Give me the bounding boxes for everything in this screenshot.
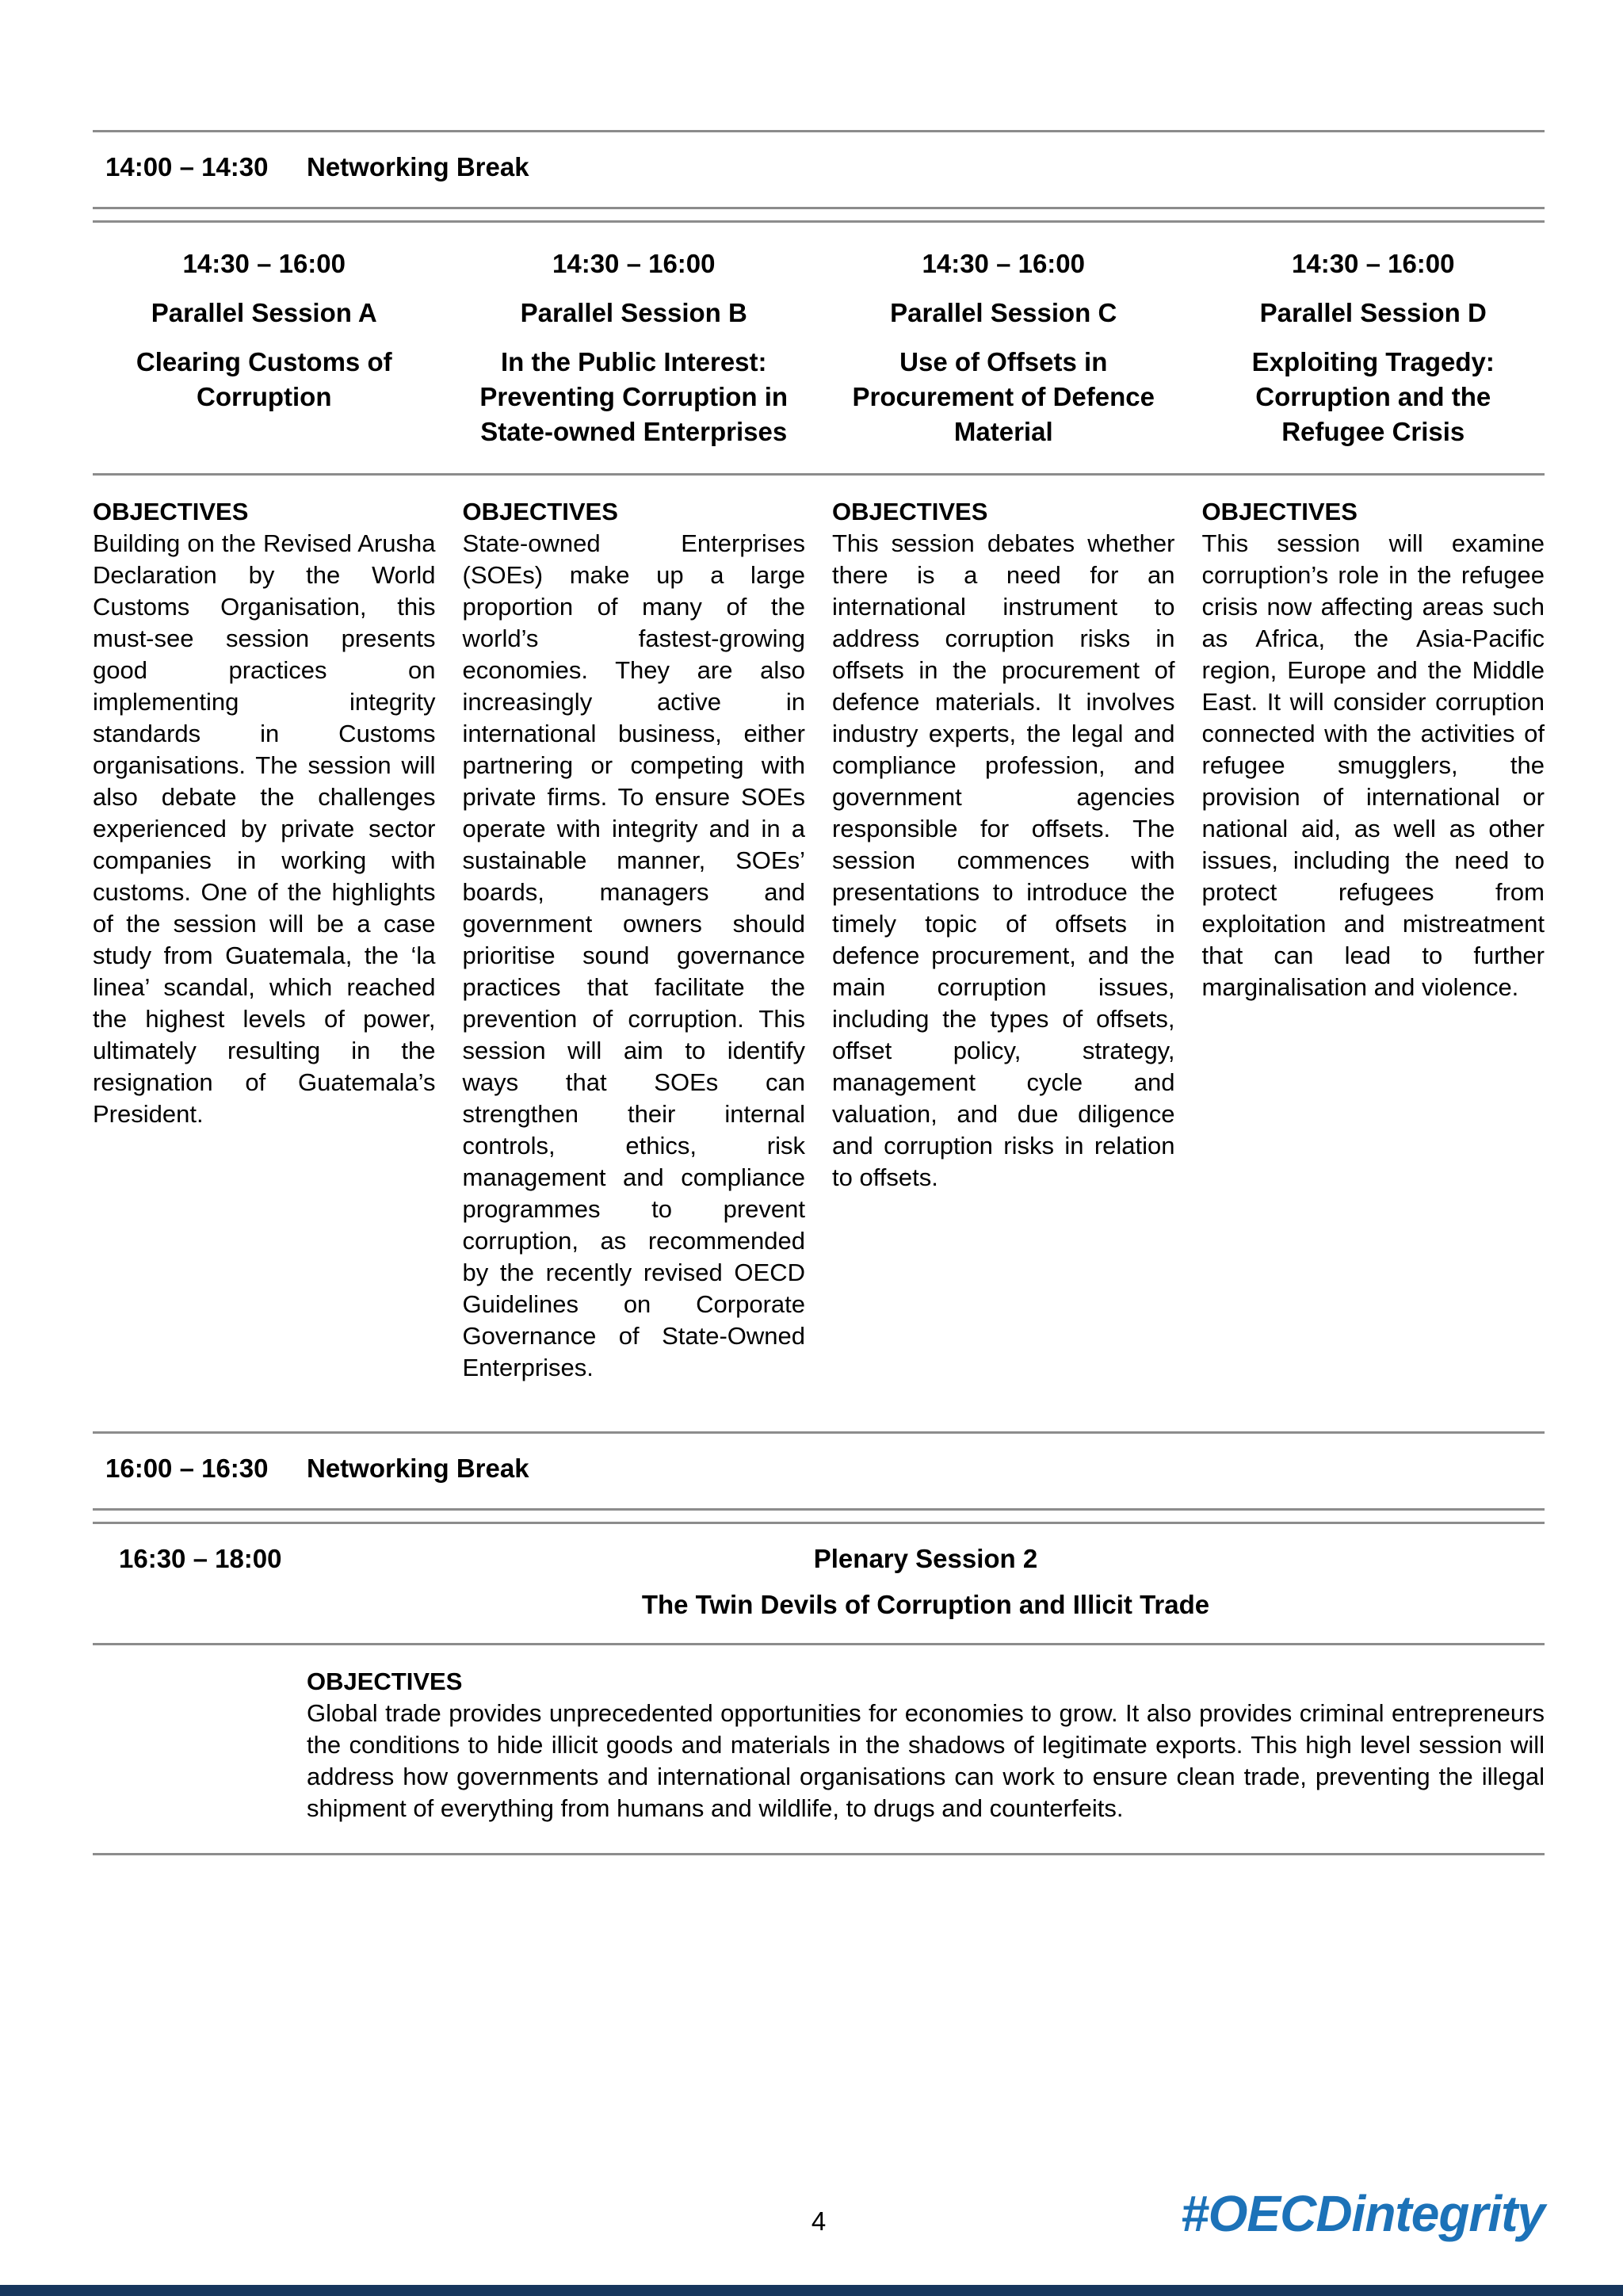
session-a-header: [93, 246, 436, 449]
session-d-title: Exploiting Tragedy: Corruption and the Refugee Crisis: [1251, 347, 1495, 446]
session-c-name: Parallel Session C: [890, 298, 1117, 327]
session-a-name: Parallel Session A: [151, 298, 377, 327]
break-2-time: 16:00 – 16:30: [105, 1454, 269, 1483]
break-1-time: 14:00 – 14:30: [105, 152, 269, 181]
networking-break-1: [93, 130, 1545, 209]
session-d-objectives: [1202, 496, 1545, 1384]
session-c-objectives-label: OBJECTIVES: [832, 498, 988, 525]
parallel-session-headers: [93, 246, 1545, 449]
break-2-label: Networking Break: [307, 1454, 529, 1483]
plenary-header: [93, 1543, 1545, 1621]
plenary-name: Plenary Session 2: [813, 1544, 1038, 1573]
session-b-objectives: [463, 496, 806, 1384]
session-c-header: [832, 246, 1175, 449]
session-b-objectives-label: OBJECTIVES: [462, 498, 618, 525]
footer-bar: [0, 2285, 1623, 2296]
session-a-objectives: [93, 496, 436, 1384]
session-c-objectives-text: This session debates whether there is a need for an international instrument to address corruption risks in offsets in the procurement of defence materials. It involves industry experts, the legal and compliance profession, and government agencies responsible for offsets. The session commences with presentations to introduce the timely topic of offsets in defence procurement, and the main corruption issues, including the types of offsets, offset policy, strategy, management cycle and valuation, and due diligence and corruption risks in relation to offsets.: [832, 529, 1175, 1191]
networking-break-2: [93, 1431, 1545, 1511]
plenary-objectives-label: OBJECTIVES: [307, 1668, 463, 1695]
session-b-time: 14:30 – 16:00: [552, 249, 716, 278]
session-d-objectives-label: OBJECTIVES: [1201, 498, 1358, 525]
plenary-session-table: [93, 1522, 1545, 1855]
session-b-name: Parallel Session B: [520, 298, 747, 327]
plenary-title: The Twin Devils of Corruption and Illicit Trade: [641, 1590, 1210, 1619]
parallel-session-objectives: [93, 476, 1545, 1384]
page-footer: [93, 2184, 1545, 2264]
session-d-name: Parallel Session D: [1259, 298, 1487, 327]
session-c-objectives: [832, 496, 1175, 1384]
session-a-objectives-text: Building on the Revised Arusha Declaration by the World Customs Organisation, this must-see session presents good practices on implementing integrity standards in Customs organisations. The session will also debate the challenges experienced by private sector companies in working with customs. One of the highlights of the session will be a case study from Guatemala, the ‘la linea’ scandal, which reached the highest levels of power, ultimately resulting in the resignation of Guatemala’s President.: [93, 529, 436, 1128]
session-b-title: In the Public Interest: Preventing Corruption in State-owned Enterprises: [479, 347, 789, 446]
break-1-label: Networking Break: [307, 152, 529, 181]
plenary-time: 16:30 – 18:00: [119, 1544, 282, 1573]
session-a-time: 14:30 – 16:00: [182, 249, 346, 278]
page-number: 4: [811, 2206, 827, 2236]
session-a-objectives-label: OBJECTIVES: [93, 498, 249, 525]
session-a-title: Clearing Customs of Corruption: [136, 347, 392, 411]
plenary-objectives: [93, 1645, 1545, 1824]
session-b-header: [463, 246, 806, 449]
parallel-sessions-table: [93, 220, 1545, 1384]
session-c-title: Use of Offsets in Procurement of Defence Material: [852, 347, 1155, 446]
plenary-objectives-text: Global trade provides unprecedented opportunities for economies to grow. It also provides criminal entrepreneurs the conditions to hide illicit goods and materials in the shadows of legitimate exports. This high level session will address how governments and international organisations can work to ensure clean trade, preventing the illegal shipment of everything from humans and wildlife, to drugs and counterfeits.: [307, 1699, 1545, 1822]
session-d-objectives-text: This session will examine corruption’s role in the refugee crisis now affecting areas such as Africa, the Asia-Pacific region, Europe and the Middle East. It will consider corruption connected with the activities of refugee smugglers, the provision of international or national aid, as well as other issues, including the need to protect refugees from exploitation and mistreatment that can lead to further marginalisation and violence.: [1201, 529, 1545, 1001]
session-c-time: 14:30 – 16:00: [922, 249, 1085, 278]
session-d-time: 14:30 – 16:00: [1292, 249, 1455, 278]
session-d-header: [1202, 246, 1545, 449]
oecd-integrity-hashtag: #OECDintegrity: [1181, 2185, 1545, 2242]
session-b-objectives-text: State-owned Enterprises (SOEs) make up a large proportion of many of the world’s fastest-growing economies. They are also increasingly active in international business, either partnering or competing with private firms. To ensure SOEs operate with integrity and in a sustainable manner, SOEs’ boards, managers and government owners should prioritise sound governance practices that facilitate the prevention of corruption. This session will aim to identify ways that SOEs can strengthen their internal controls, ethics, risk management and compliance programmes to prevent corruption, as recommended by the recently revised OECD Guidelines on Corporate Governance of State-Owned Enterprises.: [462, 529, 805, 1381]
